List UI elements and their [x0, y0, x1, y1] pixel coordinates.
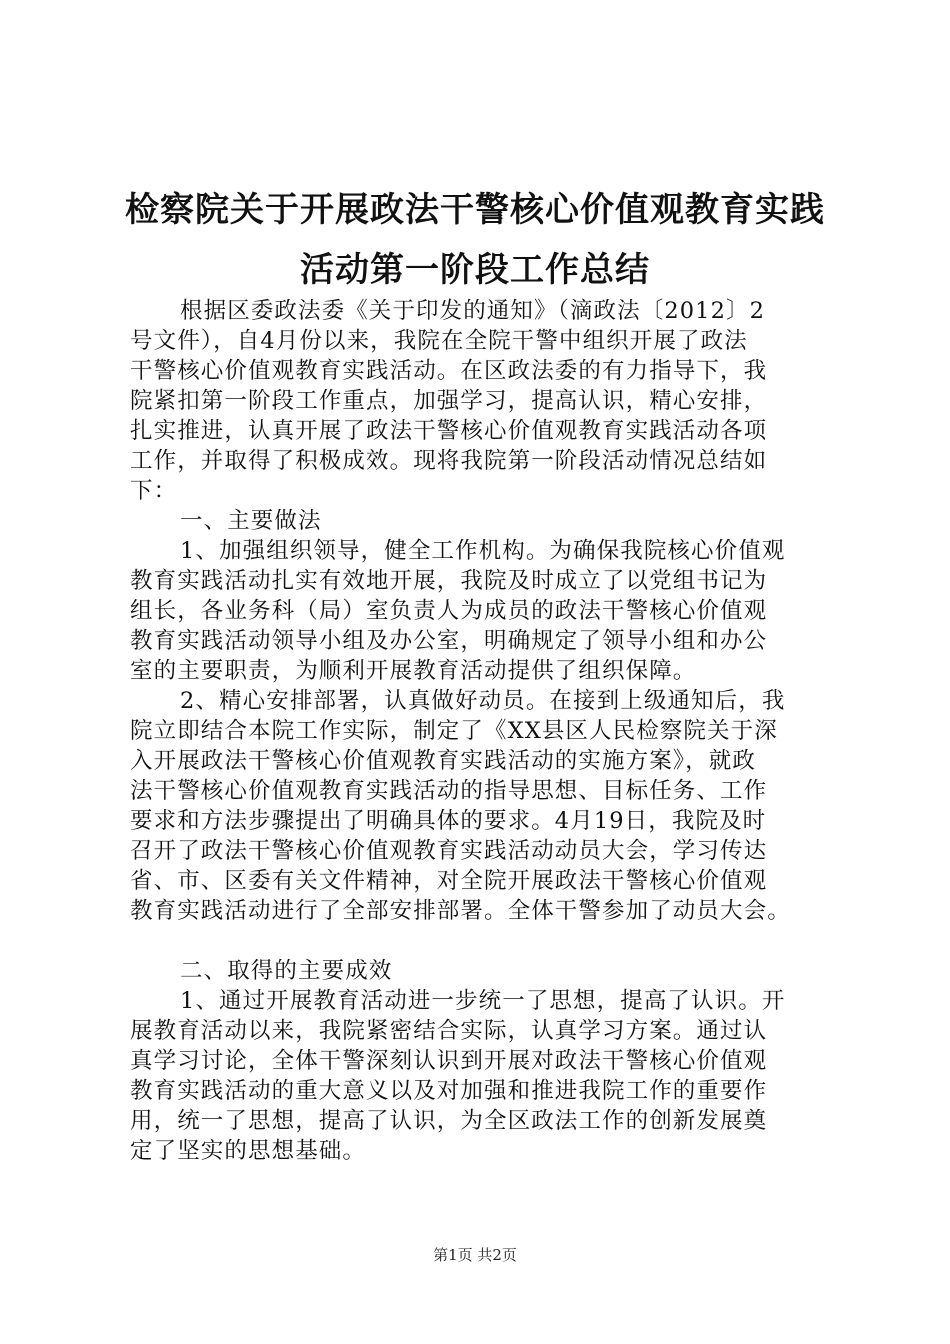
body-text-line: 展教育活动以来，我院紧密结合实际，认真学习方案。通过认 [130, 1018, 768, 1044]
body-text-line: 号文件），自4月份以来，我院在全院干警中组织开展了政法 [130, 328, 748, 354]
body-text-line: 院紧扣第一阶段工作重点，加强学习，提高认识，精心安排， [130, 388, 768, 414]
body-text-line: 室的主要职责，为顺利开展教育活动提供了组织保障。 [130, 658, 697, 684]
body-text-line: 教育实践活动领导小组及办公室，明确规定了领导小组和办公 [130, 628, 768, 654]
body-text-line: 召开了政法干警核心价值观教育实践活动动员大会，学习传达 [130, 838, 768, 864]
body-text-line: 根据区委政法委《关于印发的通知》（滴政法〔2012〕2 [180, 298, 766, 324]
body-text-line: 要求和方法步骤提出了明确具体的要求。4月19日，我院及时 [130, 808, 767, 834]
body-text-line: 下： [130, 478, 178, 504]
body-text-line: 教育实践活动扎实有效地开展，我院及时成立了以党组书记为 [130, 568, 768, 594]
body-text-line: 法干警核心价值观教育实践活动的指导思想、目标任务、工作 [130, 778, 768, 804]
blank-line [130, 926, 835, 956]
body-text-line: 干警核心价值观教育实践活动。在区政法委的有力指导下，我 [130, 358, 768, 384]
body-text-line: 扎实推进，认真开展了政法干警核心价值观教育实践活动各项 [130, 418, 768, 444]
body-text-line: 2、精心安排部署，认真做好动员。在接到上级通知后，我 [180, 688, 786, 714]
body-text-line: 一、主要做法 [180, 508, 322, 534]
body-text-line: 用，统一了思想，提高了认识，为全区政法工作的创新发展奠 [130, 1108, 768, 1134]
body-text-line: 院立即结合本院工作实际，制定了《XX县区人民检察院关于深 [130, 718, 778, 744]
body-text-line: 组长，各业务科（局）室负责人为成员的政法干警核心价值观 [130, 598, 768, 624]
body-text-line: 定了坚实的思想基础。 [130, 1138, 367, 1164]
body-text-line: 二、取得的主要成效 [180, 958, 393, 984]
document-title-line-1: 检察院关于开展政法干警核心价值观教育实践 [125, 190, 825, 230]
body-text-line: 入开展政法干警核心价值观教育实践活动的实施方案》，就政 [130, 748, 756, 774]
body-text-line: 真学习讨论，全体干警深刻认识到开展对政法干警核心价值观 [130, 1048, 768, 1074]
body-text-line: 1、通过开展教育活动进一步统一了思想，提高了认识。开 [180, 988, 786, 1014]
body-text-line: 教育实践活动的重大意义以及对加强和推进我院工作的重要作 [130, 1078, 768, 1104]
page-footer: 第1页 共2页 [433, 1246, 517, 1264]
document-body [130, 296, 835, 1166]
body-text-line: 1、加强组织领导，健全工作机构。为确保我院核心价值观 [180, 538, 786, 564]
document-title-line-2: 活动第一阶段工作总结 [300, 250, 650, 290]
body-text-line: 工作，并取得了积极成效。现将我院第一阶段活动情况总结如 [130, 448, 768, 474]
body-text-line: 省、市、区委有关文件精神，对全院开展政法干警核心价值观 [130, 868, 768, 894]
body-text-line: 教育实践活动进行了全部安排部署。全体干警参加了动员大会。 [130, 898, 791, 924]
